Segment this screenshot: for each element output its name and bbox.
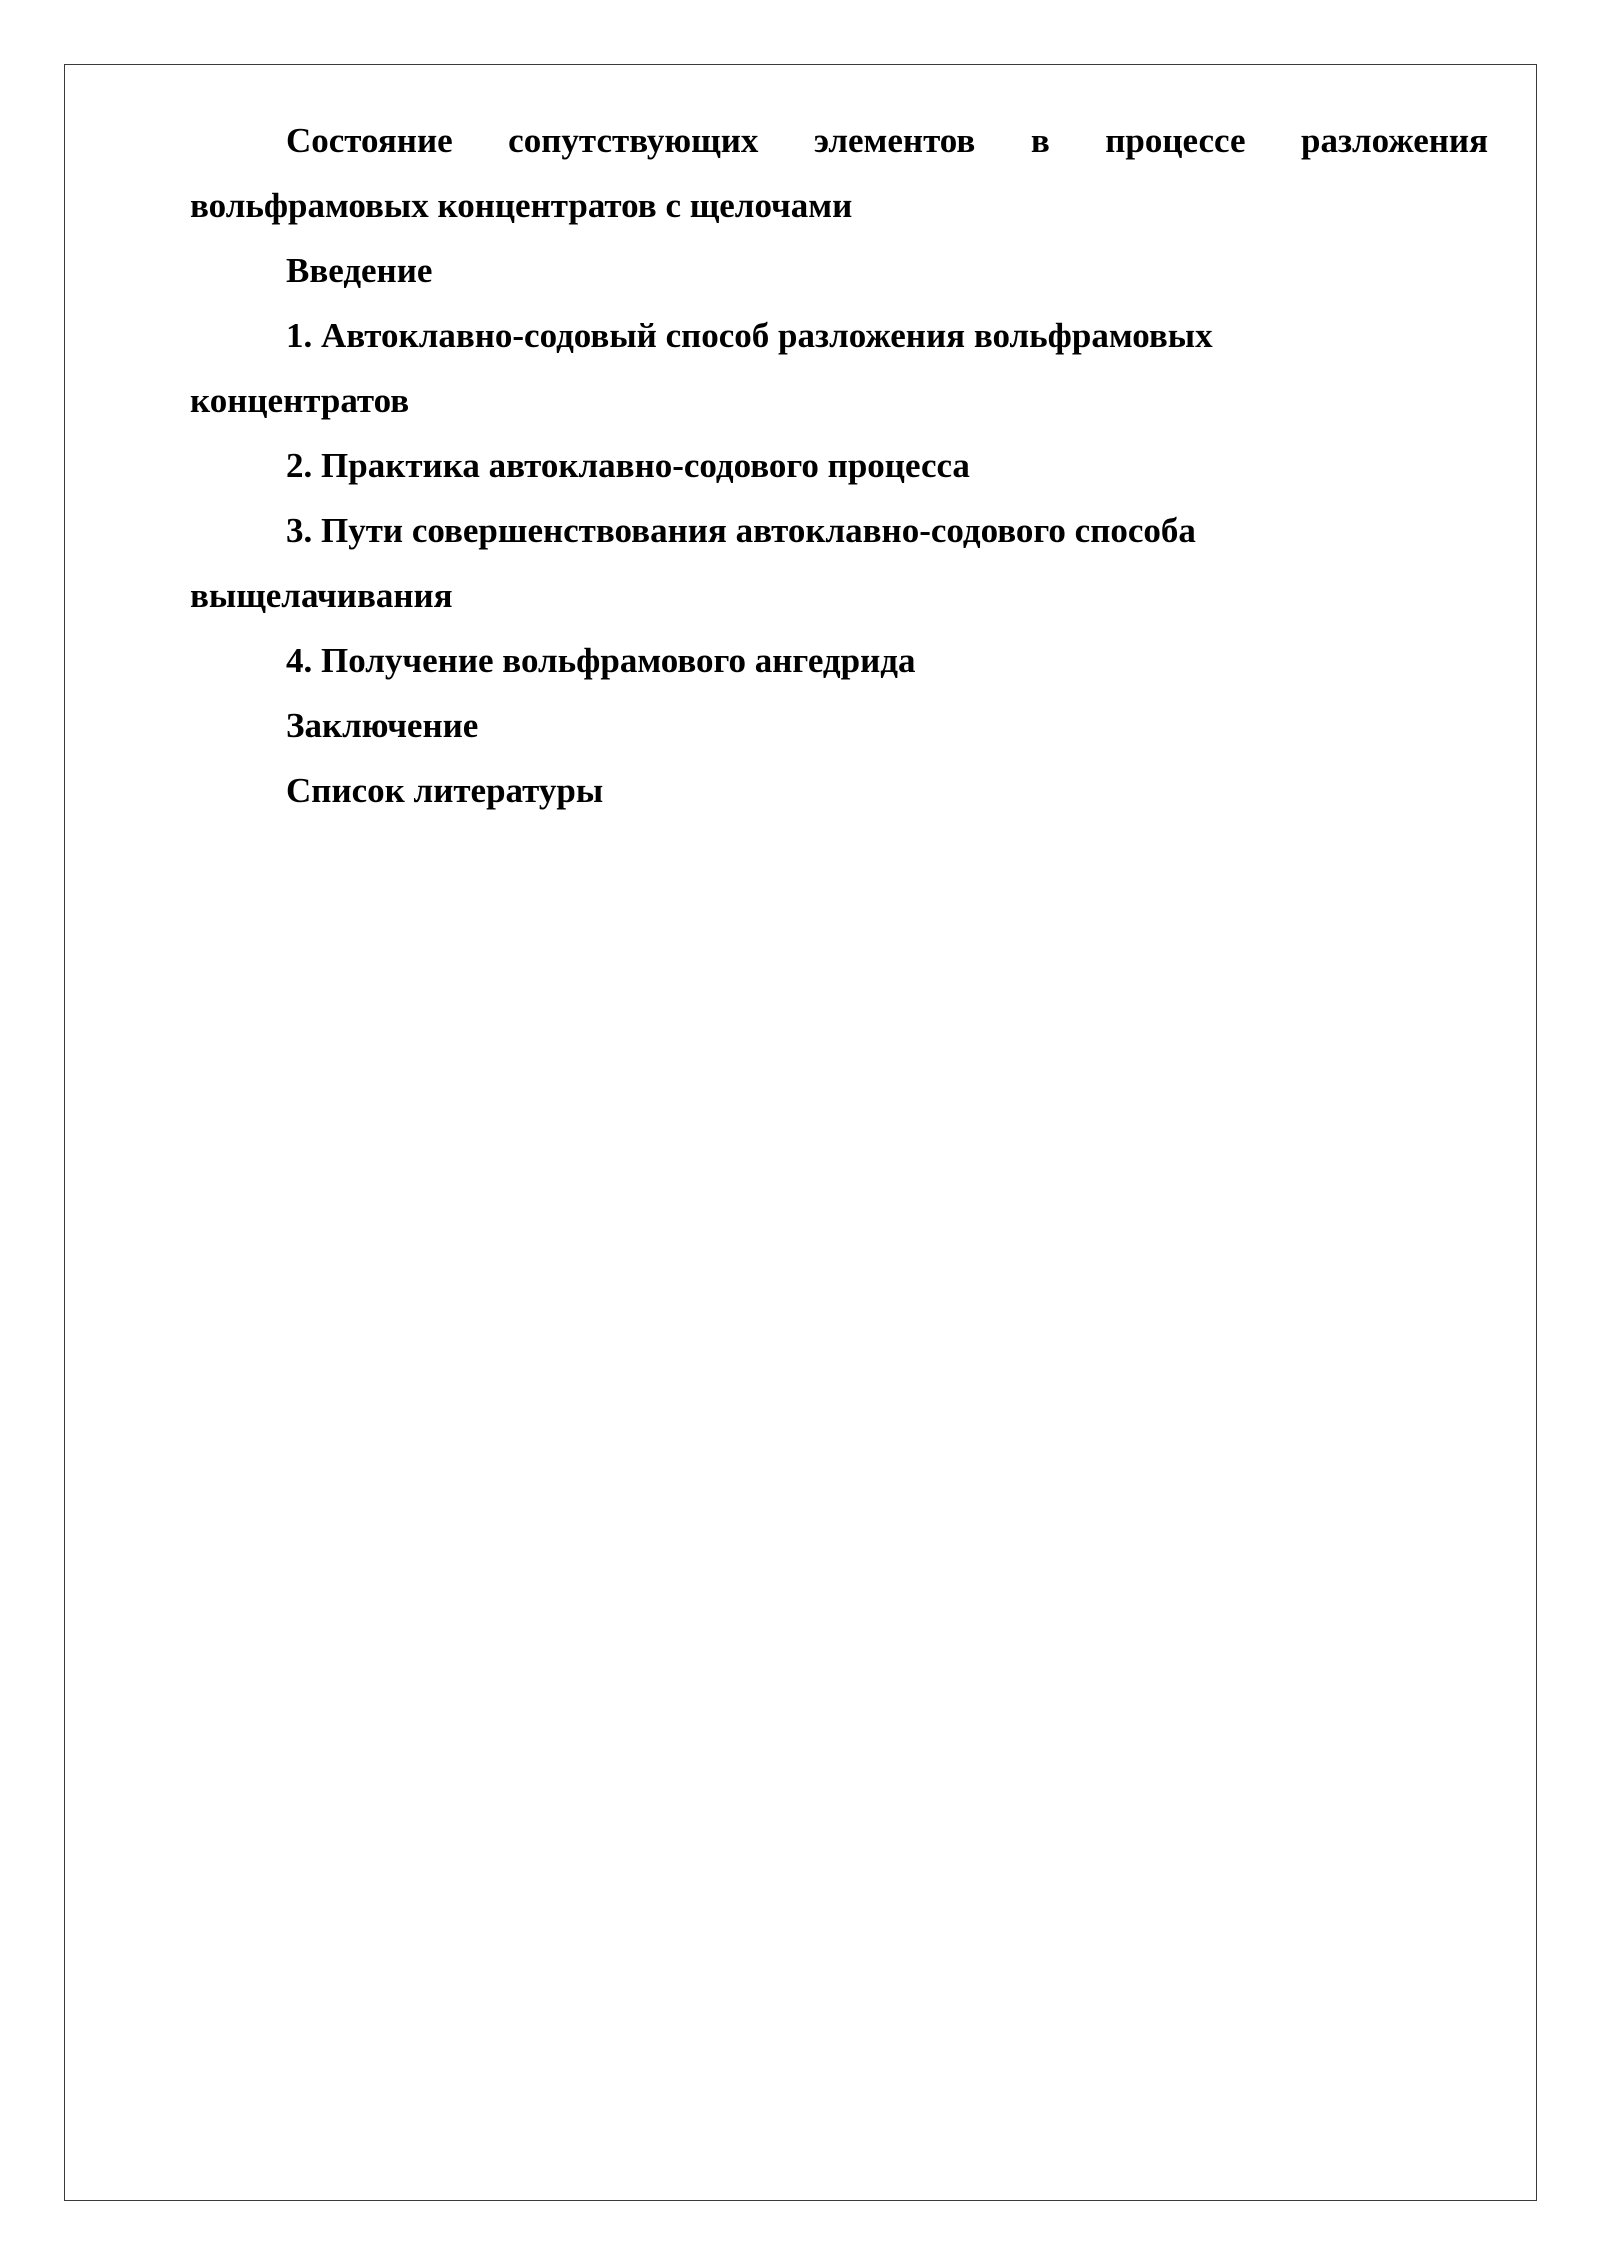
document-title: Состояние сопутствующих элементов в процессе разложения вольфрамовых концентратов с щелочами [190, 121, 1488, 225]
table-of-contents [190, 108, 1488, 823]
toc-item-introduction: Введение [286, 251, 433, 290]
toc-item-chapter-4: 4. Получение вольфрамового ангедрида [286, 641, 916, 680]
toc-item-chapter-2: 2. Практика автоклавно-содового процесса [286, 446, 970, 485]
toc-item-chapter-3: 3. Пути совершенствования автоклавно-содового способа выщелачивания [190, 511, 1196, 615]
toc-item-conclusion: Заключение [286, 706, 479, 745]
toc-item-chapter-1: 1. Автоклавно-содовый способ разложения вольфрамовых концентратов [190, 316, 1213, 420]
toc-item-references: Список литературы [286, 771, 604, 810]
